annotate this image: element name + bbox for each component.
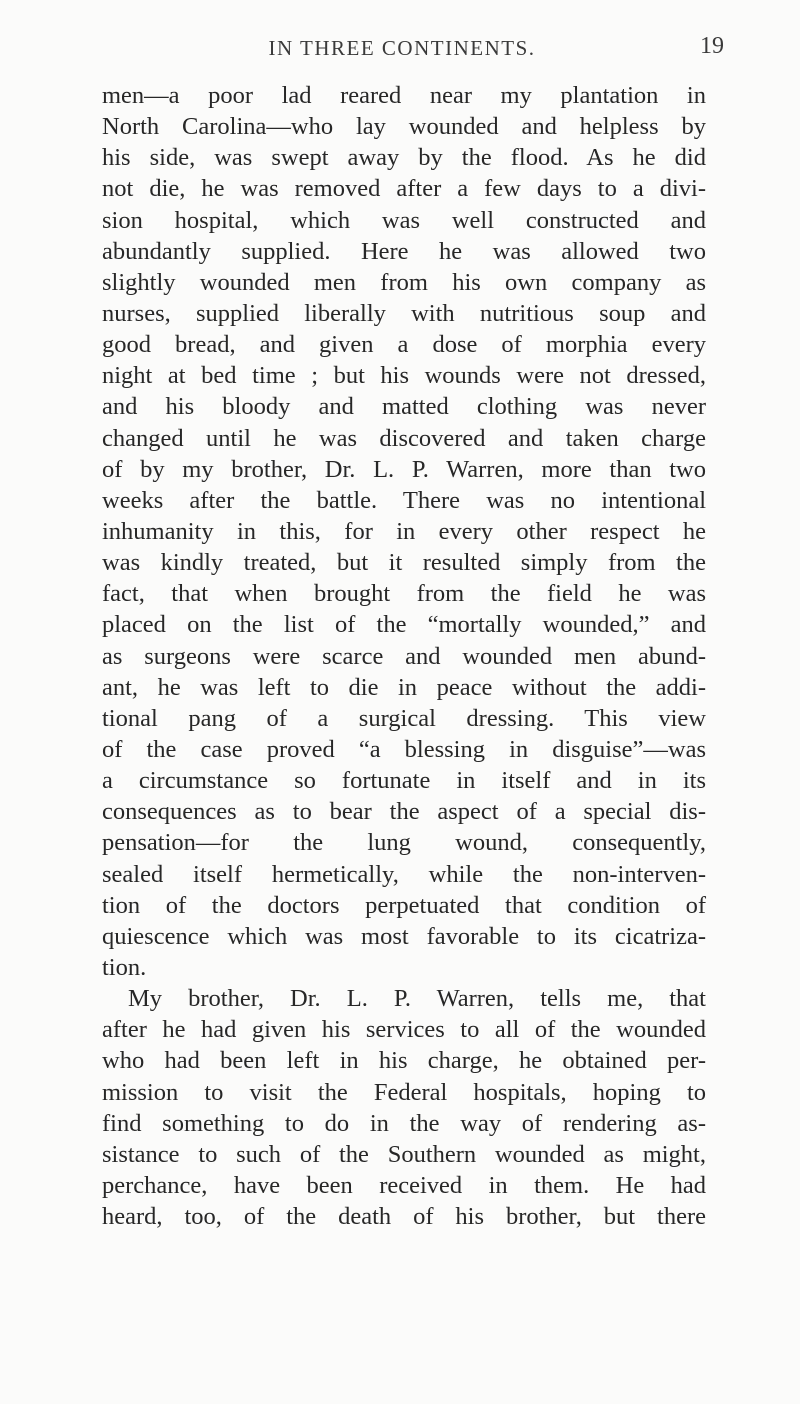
text-line: sion hospital, which was well constructed and [102,206,706,234]
text-line: heard, too, of the death of his brother, but there [102,1203,706,1231]
text-line: mission to visit the Federal hospitals, hoping to [102,1078,706,1106]
text-line: as surgeons were scarce and wounded men abund- [102,642,706,670]
text-line: weeks after the battle. There was no intentional [102,486,706,514]
text-line: ant, he was left to die in peace without the addi- [102,673,706,701]
text-line: good bread, and given a dose of morphia every [102,331,706,359]
text-line: night at bed time ; but his wounds were not dressed, [102,362,706,390]
text-line: and his bloody and matted clothing was never [102,393,706,421]
text-line: who had been left in his charge, he obtained per- [102,1047,706,1075]
text-line: sealed itself hermetically, while the non-interven- [102,860,706,888]
body-text [102,80,706,1232]
text-line: pensation—for the lung wound, consequently, [102,829,706,857]
text-line: fact, that when brought from the field he was [102,580,706,608]
text-line: My brother, Dr. L. P. Warren, tells me, that [128,985,706,1013]
text-line: tional pang of a surgical dressing. This view [102,704,706,732]
text-line: a circumstance so fortunate in itself and in its [102,767,706,795]
text-line: slightly wounded men from his own company as [102,268,706,296]
text-line: North Carolina—who lay wounded and helpless by [102,113,706,141]
text-line: quiescence which was most favorable to its cicatriza- [102,922,706,950]
text-line: inhumanity in this, for in every other respect he [102,517,706,545]
text-line: was kindly treated, but it resulted simply from the [102,549,706,577]
text-line: tion. [102,953,147,981]
text-line: perchance, have been received in them. He had [102,1171,706,1199]
text-line: after he had given his services to all of the wounded [102,1016,706,1044]
text-line: abundantly supplied. Here he was allowed two [102,237,706,265]
text-line: his side, was swept away by the flood. As he did [102,144,706,172]
text-line: changed until he was discovered and taken charge [102,424,706,452]
text-line: find something to do in the way of rendering as- [102,1109,706,1137]
text-line: men—a poor lad reared near my plantation in [102,82,706,109]
page-number: 19 [700,33,724,59]
text-line: placed on the list of the “mortally wounded,” and [102,611,706,639]
text-line: not die, he was removed after a few days to a divi- [102,175,706,203]
text-line: nurses, supplied liberally with nutritious soup and [102,299,706,327]
text-line: tion of the doctors perpetuated that condition of [102,891,706,919]
text-line: consequences as to bear the aspect of a special dis- [102,798,706,826]
text-line: of by my brother, Dr. L. P. Warren, more than two [102,455,706,483]
running-head: IN THREE CONTINENTS. [268,36,536,60]
text-line: of the case proved “a blessing in disguise”—was [102,735,706,763]
text-line: sistance to such of the Southern wounded as might, [102,1140,706,1168]
